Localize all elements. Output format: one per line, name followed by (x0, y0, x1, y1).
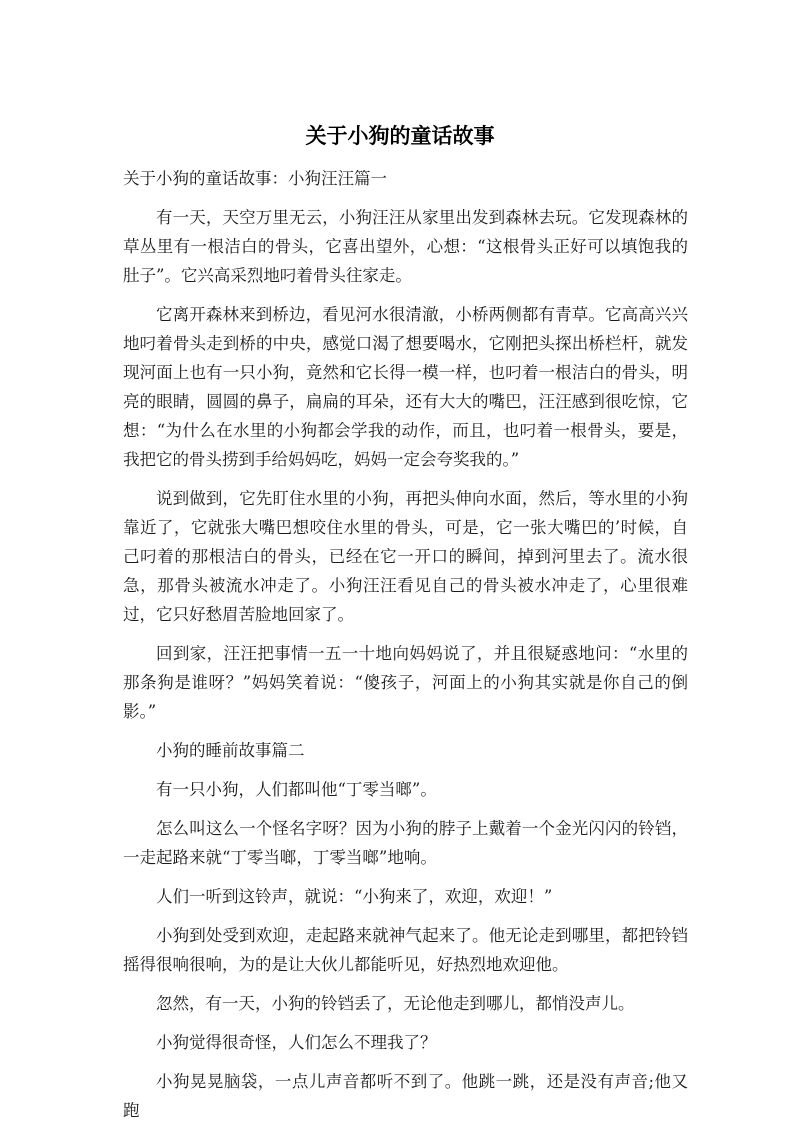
paragraph: 怎么叫这么一个怪名字呀？因为小狗的脖子上戴着一个金光闪闪的铃铛，一走起路来就“丁零当啷，丁零当啷”地响。 (123, 819, 688, 867)
paragraph: 它离开森林来到桥边，看见河水很清澈，小桥两侧都有青草。它高高兴兴地叼着骨头走到桥的中央，感觉口渴了想要喝水，它刚把头探出桥栏杆，就发现河面上也有一只小狗，竟然和它长得一模一样，也叼着一根洁白的骨头，明亮的眼睛，圆圆的鼻子，扁扁的耳朵，还有大大的嘴巴，汪汪感到很吃惊，它想：“为什么在水里的小狗都会学我的动作，而且，也叼着一根骨头，要是，我把它的骨头捞到手给妈妈吃，妈妈一定会夸奖我的。” (123, 305, 688, 469)
paragraph: 忽然，有一天，小狗的铃铛丢了，无论他走到哪儿，都悄没声儿。 (156, 994, 635, 1013)
paragraph: 小狗到处受到欢迎，走起路来就神气起来了。他无论走到哪里，都把铃铛摇得很响很响，为的是让大伙儿都能听见，好热烈地欢迎他。 (123, 926, 688, 974)
paragraph: 小狗觉得很奇怪，人们怎么不理我了？ (156, 1033, 437, 1052)
paragraph: 关于小狗的童话故事：小狗汪汪篇一 (123, 169, 387, 188)
paragraph: 回到家，汪汪把事情一五一十地向妈妈说了，并且很疑惑地问：“水里的那条狗是谁呀？”妈妈笑着说：“傻孩子，河面上的小狗其实就是你自己的倒影。” (123, 644, 688, 721)
paragraph: 有一天，天空万里无云，小狗汪汪从家里出发到森林去玩。它发现森林的草丛里有一根洁白的骨头，它喜出望外，心想：“这根骨头正好可以填饱我的肚子”。它兴高采烈地叼着骨头往家走。 (123, 208, 688, 285)
document-title: 关于小狗的童话故事 (305, 124, 495, 148)
paragraph: 说到做到，它先盯住水里的小狗，再把头伸向水面，然后，等水里的小狗靠近了，它就张大嘴巴想咬住水里的骨头，可是，它一张大嘴巴的’时候，自己叼着的那根洁白的骨头，已经在它一开口的瞬间，掉到河里去了。流水很急，那骨头被流水冲走了。小狗汪汪看见自己的骨头被水冲走了，心里很难过，它只好愁眉苦脸地回家了。 (123, 489, 688, 624)
paragraph: 小狗的睡前故事篇二 (156, 741, 305, 760)
paragraph: 人们一听到这铃声，就说：“小狗来了，欢迎，欢迎！” (156, 887, 553, 906)
paragraph: 有一只小狗，人们都叫他“丁零当啷”。 (156, 780, 437, 799)
paragraph: 小狗晃晃脑袋，一点儿声音都听不到了。他跳一跳，还是没有声音;他又跑 (123, 1072, 688, 1120)
document-body (123, 164, 688, 1135)
